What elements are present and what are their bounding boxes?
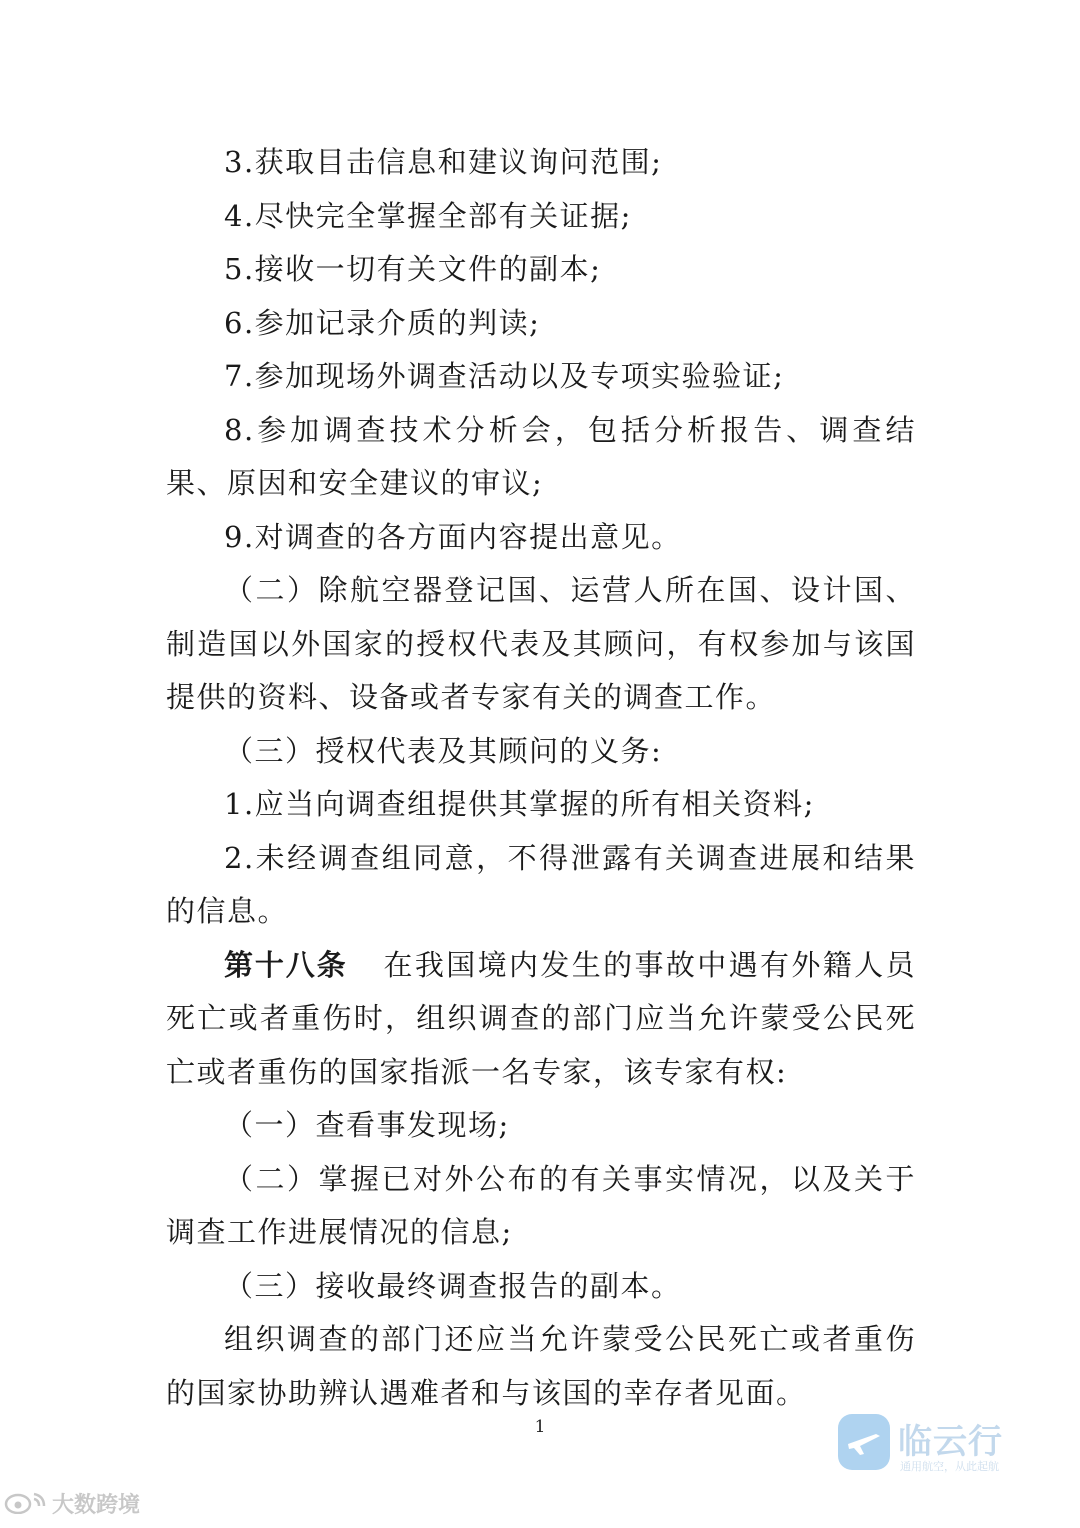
paragraph-item-6: 6.参加记录介质的判读; [224, 305, 541, 340]
paragraph-item-4: 4.尽快完全掌握全部有关证据; [224, 198, 632, 233]
body-text [166, 136, 916, 1420]
paragraph-clause-2: （二）除航空器登记国、运营人所在国、设计国、制造国以外国家的授权代表及其顾问，有权参加与该国提供的资料、设备或者专家有关的调查工作。 [166, 573, 916, 714]
paragraph-right-2: （二）掌握已对外公布的有关事实情况，以及关于调查工作进展情况的信息; [166, 1161, 916, 1249]
paragraph-clause-3: （三）授权代表及其顾问的义务: [224, 733, 663, 768]
paragraph-right-1: （一）查看事发现场; [224, 1108, 510, 1142]
paragraph-item-3: 3.获取目击信息和建议询问范围; [224, 145, 663, 179]
paragraph-right-3: （三）接收最终调查报告的副本。 [224, 1268, 682, 1303]
paragraph-final: 组织调查的部门还应当允许蒙受公民死亡或者重伤的国家协助辨认遇难者和与该国的幸存者见面。 [166, 1322, 916, 1410]
paragraph-item-5: 5.接收一切有关文件的副本; [224, 252, 602, 286]
watermark-title: 临云行 [898, 1422, 1003, 1462]
airplane-logo-icon [838, 1414, 890, 1470]
page-number: 1 [534, 1417, 546, 1437]
weibo-logo-icon [4, 1490, 48, 1514]
watermark-subtitle: 通用航空，从此起航 [900, 1460, 999, 1473]
watermark-linyunxing [838, 1410, 1038, 1480]
paragraph-item-8: 8.参加调查技术分析会，包括分析报告、调查结果、原因和安全建议的审议; [166, 412, 916, 500]
paragraph-duty-2: 2.未经调查组同意，不得泄露有关调查进展和结果的信息。 [166, 840, 916, 928]
article-18: 第十八条 在我国境内发生的事故中遇有外籍人员死亡或者重伤时，组织调查的部门应当允许蒙受公民死亡或者重伤的国家指派一名专家，该专家有权: [166, 947, 916, 1089]
paragraph-duty-1: 1.应当向调查组提供其掌握的所有相关资料; [224, 787, 815, 821]
watermark-left-text: 大数跨境 [52, 1493, 141, 1518]
article-number: 第十八条 [224, 947, 348, 982]
paragraph-item-7: 7.参加现场外调查活动以及专项实验验证; [224, 359, 785, 393]
paragraph-item-9: 9.对调查的各方面内容提出意见。 [224, 519, 682, 554]
